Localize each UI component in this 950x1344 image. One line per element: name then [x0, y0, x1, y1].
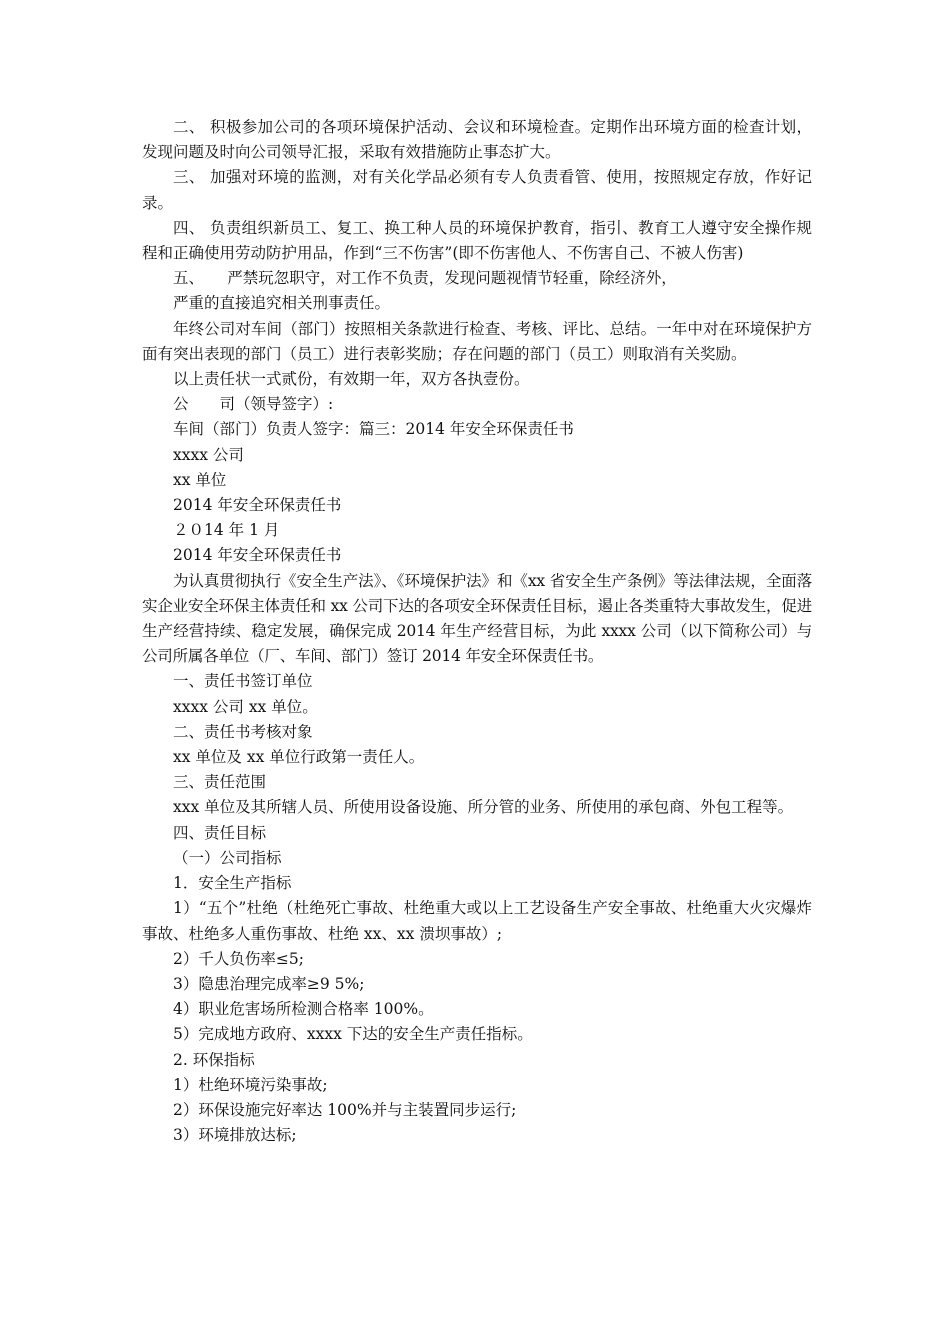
paragraph: 二、责任书考核对象 [173, 722, 313, 741]
paragraph: 二、 积极参加公司的各项环境保护活动、会议和环境检查。定期作出环境方面的检查计划，发现问题及时向公司领导汇报，采取有效措施防止事态扩大。 [142, 118, 812, 162]
paragraph: 三、责任范围 [173, 773, 267, 792]
paragraph: 年终公司对车间（部门）按照相关条款进行检查、考核、评比、总结。一年中对在环境保护方面有突出表现的部门（员工）进行表彰奖励；存在问题的部门（员工）则取消有关奖励。 [142, 319, 812, 363]
paragraph: 四、 负责组织新员工、复工、换工种人员的环境保护教育，指引、教育工人遵守安全操作规程和正确使用劳动防护用品，作到“三不伤害”(即不伤害他人、不伤害自己、不被人伤害) [142, 218, 812, 263]
paragraph: ２０14 年 1 月 [173, 521, 280, 540]
paragraph: （一）公司指标 [173, 848, 282, 867]
paragraph: 1）杜绝环境污染事故; [173, 1075, 328, 1094]
paragraph: 严重的直接追究相关刑事责任。 [173, 294, 391, 313]
paragraph: 2. 环保指标 [173, 1050, 255, 1069]
paragraph: 2014 年安全环保责任书 [173, 496, 342, 515]
paragraph: 一、责任书签订单位 [173, 672, 313, 691]
paragraph: 3）隐患治理完成率≥9 5%; [173, 974, 365, 993]
paragraph: 2）环保设施完好率达 100%并与主装置同步运行; [173, 1100, 517, 1119]
paragraph: 2）千人负伤率≤5; [173, 949, 304, 968]
paragraph: 三、 加强对环境的监测，对有关化学品必须有专人负责看管、使用，按照规定存放，作好记录。 [142, 168, 812, 212]
paragraph: 为认真贯彻执行《安全生产法》、《环境保护法》和《xx 省安全生产条例》等法律法规，全面落实企业安全环保主体责任和 xx 公司下达的各项安全环保责任目标，遏止各类重特大事故发生，促进生产经营持续、稳定发展，确保完成 2014 年生产经营目标，为此 xxxx 公司（以下简称公司）与公司所属各单位（厂、车间、部门）签订 2014 年安全环保责任书。 [142, 571, 812, 666]
paragraph: 四、责任目标 [173, 823, 267, 842]
paragraph: xxxx 公司 [173, 445, 244, 464]
paragraph: 5）完成地方政府、xxxx 下达的安全生产责任指标。 [173, 1025, 533, 1044]
paragraph: xx 单位 [173, 470, 227, 489]
paragraph: 3）环境排放达标; [173, 1126, 297, 1145]
document-body [142, 115, 812, 1148]
paragraph: 2014 年安全环保责任书 [173, 546, 342, 565]
paragraph: 公 司（领导签字）: [173, 395, 334, 414]
paragraph: 车间（部门）负责人签字：篇三：2014 年安全环保责任书 [173, 420, 574, 439]
paragraph: 1）“五个”杜绝（杜绝死亡事故、杜绝重大或以上工艺设备生产安全事故、杜绝重大火灾爆炸事故、杜绝多人重伤事故、杜绝 xx、xx 溃坝事故）; [142, 899, 812, 943]
paragraph: xx 单位及 xx 单位行政第一责任人。 [173, 748, 425, 767]
paragraph: 1．安全生产指标 [173, 874, 292, 893]
paragraph: xxxx 公司 xx 单位。 [173, 697, 318, 716]
paragraph: 4）职业危害场所检测合格率 100%。 [173, 1000, 434, 1019]
paragraph: 以上责任状一式贰份，有效期一年，双方各执壹份。 [173, 370, 530, 389]
paragraph: xxx 单位及其所辖人员、所使用设备设施、所分管的业务、所使用的承包商、外包工程等。 [173, 798, 794, 817]
paragraph: 五、 严禁玩忽职守，对工作不负责，发现问题视情节轻重，除经济外， [173, 269, 677, 288]
